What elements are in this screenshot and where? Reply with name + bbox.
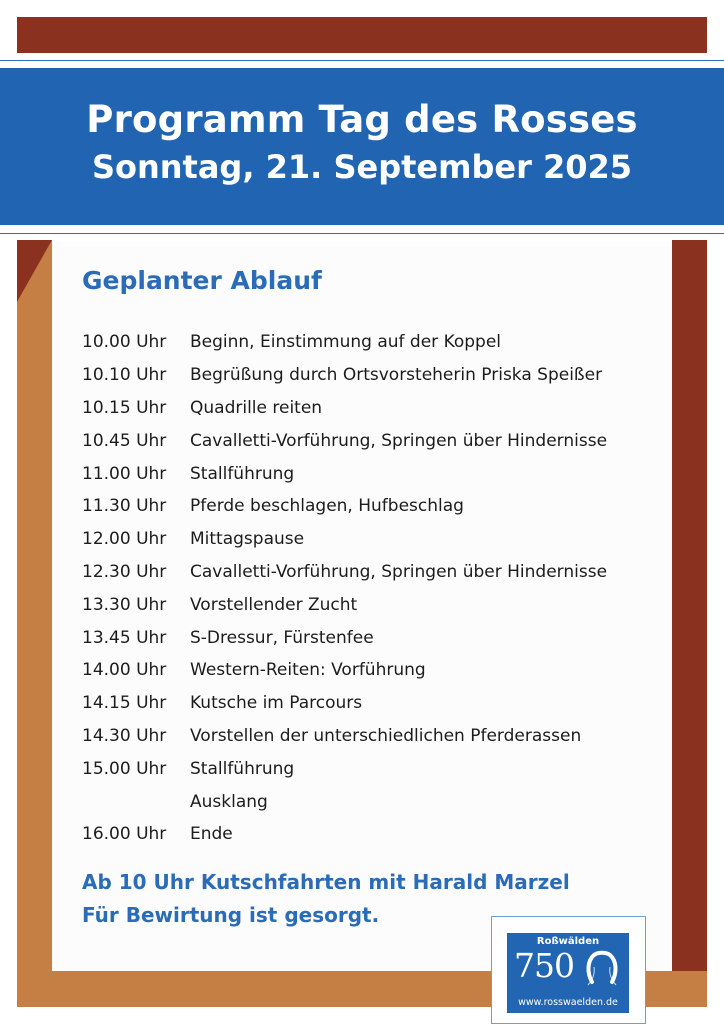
- header-divider-bottom: [0, 233, 724, 234]
- schedule-time: 10.10 Uhr: [82, 365, 167, 386]
- logo-website-link[interactable]: www.rosswaelden.de: [518, 997, 618, 1008]
- schedule-time: 12.30 Uhr: [82, 561, 167, 582]
- carriage-ride-note: Ab 10 Uhr Kutschfahrten mit Harald Marzel: [82, 870, 570, 894]
- schedule-row: [82, 621, 672, 654]
- schedule-event: Western-Reiten: Vorführung: [190, 660, 426, 681]
- schedule-time: 10.45 Uhr: [82, 430, 167, 451]
- schedule-event: S-Dressur, Fürstenfee: [190, 627, 374, 648]
- schedule-time: 10.15 Uhr: [82, 397, 167, 418]
- schedule-event: Pferde beschlagen, Hufbeschlag: [190, 496, 464, 517]
- schedule-time: 12.00 Uhr: [82, 529, 167, 550]
- schedule-event: Ausklang: [190, 791, 268, 812]
- schedule-row: [82, 490, 672, 523]
- top-frame-band: [17, 17, 707, 53]
- right-frame-band: [672, 240, 707, 1007]
- catering-note: Für Bewirtung ist gesorgt.: [82, 903, 380, 927]
- schedule-event: Ende: [190, 824, 233, 845]
- schedule-row: [82, 326, 672, 359]
- schedule-row: [82, 523, 672, 556]
- schedule-row: [82, 687, 672, 720]
- horseshoe-icon: [585, 949, 619, 987]
- schedule-event: Cavalletti-Vorführung, Springen über Hindernisse: [190, 561, 608, 582]
- schedule-time: 14.15 Uhr: [82, 693, 167, 714]
- schedule-event: Stallführung: [190, 463, 295, 484]
- schedule-row: [82, 588, 672, 621]
- section-title: Geplanter Ablauf: [82, 266, 322, 295]
- anniversary-logo[interactable]: [507, 933, 629, 1013]
- schedule-time: 14.00 Uhr: [82, 660, 167, 681]
- schedule-time: 16.00 Uhr: [82, 824, 167, 845]
- event-date: Sonntag, 21. September 2025: [91, 148, 633, 186]
- schedule-row: [82, 556, 672, 589]
- schedule-row: [82, 392, 672, 425]
- schedule-event: Beginn, Einstimmung auf der Koppel: [190, 332, 502, 353]
- schedule-row: [82, 654, 672, 687]
- schedule-row: [82, 785, 672, 818]
- schedule-time: 11.00 Uhr: [82, 463, 167, 484]
- schedule-row: [82, 818, 672, 851]
- schedule-time: 13.30 Uhr: [82, 594, 167, 615]
- schedule-list: [82, 326, 672, 851]
- schedule-time: 11.30 Uhr: [82, 496, 167, 517]
- schedule-event: Stallführung: [190, 758, 295, 779]
- schedule-event: Quadrille reiten: [190, 397, 323, 418]
- schedule-event: Mittagspause: [190, 529, 305, 550]
- schedule-event: Vorstellen der unterschiedlichen Pferderassen: [190, 725, 582, 746]
- logo-town-name: Roßwälden: [536, 936, 600, 947]
- left-frame-corner: [17, 240, 52, 302]
- schedule-time: 10.00 Uhr: [82, 332, 167, 353]
- schedule-row: [82, 457, 672, 490]
- page-title: Programm Tag des Rosses: [86, 98, 638, 141]
- schedule-time: 13.45 Uhr: [82, 627, 167, 648]
- schedule-time: 14.30 Uhr: [82, 725, 167, 746]
- left-frame-band: [17, 240, 52, 1007]
- schedule-event: Begrüßung durch Ortsvorsteherin Priska Speißer: [190, 365, 603, 386]
- header-banner: [0, 68, 724, 225]
- schedule-time: 15.00 Uhr: [82, 758, 167, 779]
- logo-anniversary-number: 750: [514, 946, 574, 985]
- header-divider-top: [0, 60, 724, 61]
- schedule-event: Cavalletti-Vorführung, Springen über Hindernisse: [190, 430, 608, 451]
- schedule-row: [82, 752, 672, 785]
- schedule-event: Kutsche im Parcours: [190, 693, 363, 714]
- schedule-row: [82, 720, 672, 753]
- schedule-event: Vorstellender Zucht: [190, 594, 358, 615]
- schedule-row: [82, 424, 672, 457]
- schedule-row: [82, 359, 672, 392]
